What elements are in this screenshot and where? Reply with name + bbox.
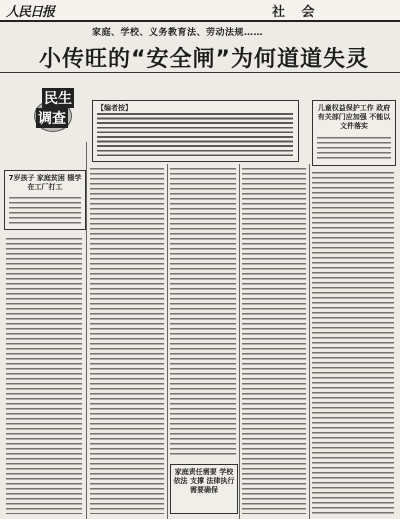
column-divider xyxy=(239,164,240,519)
bottom-quote-box xyxy=(170,464,238,514)
newspaper-logo: 人民日报 xyxy=(6,5,55,20)
masthead xyxy=(0,0,400,22)
body-column-2 xyxy=(90,168,164,514)
column-logo-line-2: 调查 xyxy=(36,108,68,128)
column-divider xyxy=(309,164,310,519)
editor-note-box xyxy=(92,100,299,162)
body-column-4 xyxy=(242,168,306,514)
body-column-3 xyxy=(170,168,236,458)
column-logo xyxy=(30,88,82,134)
bottom-quote-title: 家庭责任需要 学校依法 支撑 法律执行需要确保 xyxy=(173,468,235,494)
editor-note-text xyxy=(97,113,293,157)
body-column-1 xyxy=(6,238,82,514)
left-sidebar-title: 7岁孩子 家庭贫困 辍学 在工厂打工 xyxy=(8,174,82,191)
article-kicker: 家庭、学校、义务教育法、劳动法规…… xyxy=(92,28,264,38)
right-sidebar-text xyxy=(317,137,391,161)
editor-note-label: 【编者按】 xyxy=(97,104,132,112)
left-sidebar-box xyxy=(4,170,86,230)
right-sidebar-title: 儿童权益保护工作 政府有关部门应加强 不能以文件落实 xyxy=(317,104,391,130)
column-divider xyxy=(167,164,168,519)
body-column-5 xyxy=(312,172,394,514)
section-title: 社 会 xyxy=(272,5,321,20)
column-logo-line-1: 民生 xyxy=(42,88,74,108)
headline-divider xyxy=(0,72,400,73)
left-sidebar-text xyxy=(9,197,81,225)
right-sidebar-box xyxy=(312,100,396,166)
column-divider xyxy=(86,142,87,519)
article-headline: 小传旺的“安全闸”为何道道失灵 xyxy=(39,47,369,72)
